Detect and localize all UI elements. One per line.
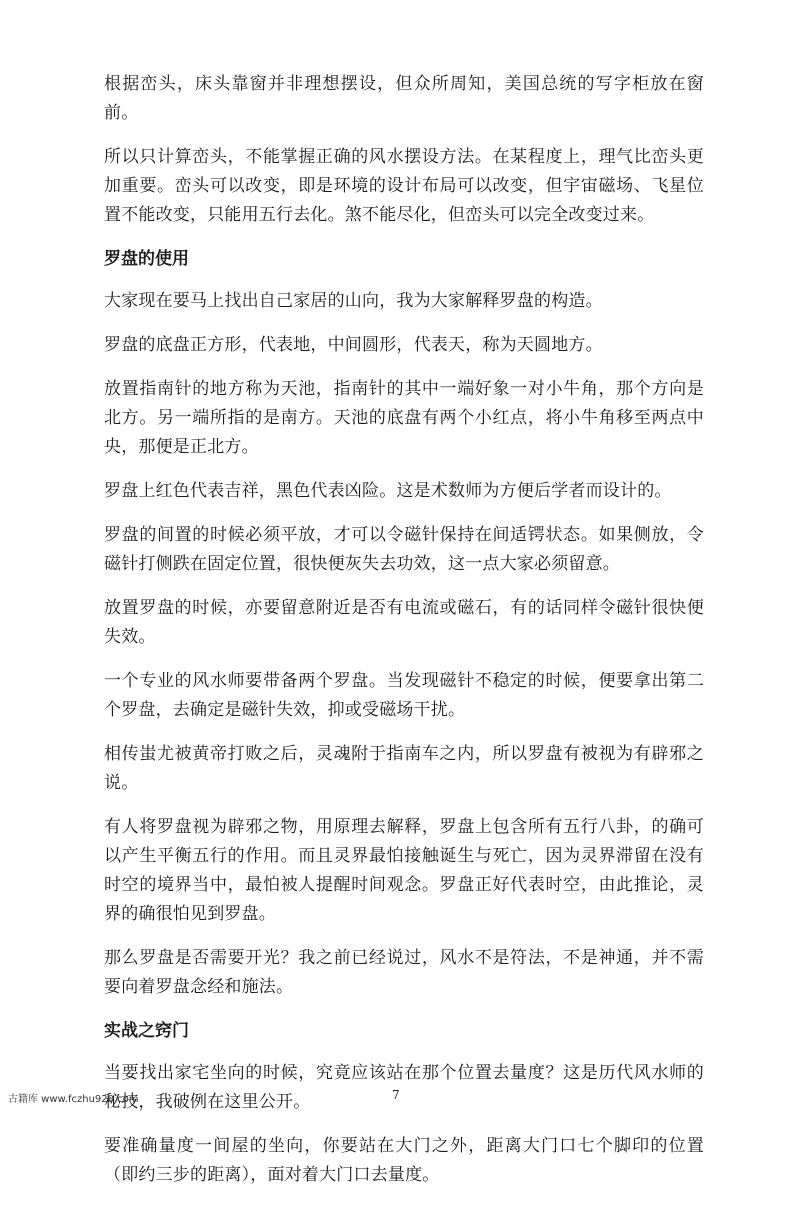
paragraph: 当要找出家宅坐向的时候，究竟应该站在那个位置去量度？这是历代风水师的秘技，我破例在这里公开。 (104, 1063, 704, 1112)
paragraph: 罗盘的底盘正方形，代表地，中间圆形，代表天，称为天圆地方。 (104, 335, 603, 355)
paragraph: 有人将罗盘视为辟邪之物，用原理去解释，罗盘上包含所有五行八卦，的确可以产生平衡五行的作用。而且灵界最怕接触诞生与死亡，因为灵界滞留在没有时空的境界当中，最怕被人提醒时间观念。罗盘正好代表时空，由此推论，灵界的确很怕见到罗盘。 (104, 817, 704, 924)
paragraph: 罗盘上红色代表吉祥，黑色代表凶险。这是术数师为方便后学者而设计的。 (104, 481, 672, 501)
source-watermark: 古籍库 www.fczhu920.com (8, 1094, 139, 1105)
paragraph: 一个专业的风水师要带备两个罗盘。当发现磁针不稳定的时候，便要拿出第二个罗盘，去确定是磁针失效，抑或受磁场干扰。 (104, 671, 704, 720)
paragraph: 所以只计算峦头，不能掌握正确的风水摆设方法。在某程度上，理气比峦头更加重要。峦头可以改变，即是环境的设计布局可以改变，但宇宙磁场、飞星位置不能改变，只能用五行去化。煞不能尽化，但峦头可以完全改变过来。 (104, 147, 704, 225)
section-heading-secret: 实战之窍门 (104, 1021, 189, 1041)
paragraph: 相传蚩尤被黄帝打败之后，灵魂附于指南车之内，所以罗盘有被视为有辟邪之说。 (104, 744, 704, 793)
paragraph: 根据峦头，床头靠窗并非理想摆设，但众所周知，美国总统的写字柜放在窗前。 (104, 74, 704, 123)
paragraph: 放置罗盘的时候，亦要留意附近是否有电流或磁石，有的话同样令磁针很快便失效。 (104, 598, 704, 647)
paragraph: 那么罗盘是否需要开光？我之前已经说过，风水不是符法，不是神通，并不需要向着罗盘念经和施法。 (104, 948, 704, 997)
paragraph: 要准确量度一间屋的坐向，你要站在大门之外，距离大门口七个脚印的位置（即约三步的距离），面对着大门口去量度。 (104, 1136, 704, 1185)
document-page (104, 70, 704, 1205)
page-number: 7 (392, 1088, 400, 1102)
section-heading-compass: 罗盘的使用 (104, 249, 189, 269)
paragraph: 放置指南针的地方称为天池，指南针的其中一端好象一对小牛角，那个方向是北方。另一端所指的是南方。天池的底盘有两个小红点，将小牛角移至两点中央，那便是正北方。 (104, 379, 704, 457)
paragraph: 罗盘的间置的时候必须平放，才可以令磁针保持在间适锷状态。如果侧放，令磁针打侧跌在固定位置，很快便灰失去功效，这一点大家必须留意。 (104, 525, 704, 574)
paragraph: 大家现在要马上找出自己家居的山向，我为大家解释罗盘的构造。 (104, 291, 603, 311)
